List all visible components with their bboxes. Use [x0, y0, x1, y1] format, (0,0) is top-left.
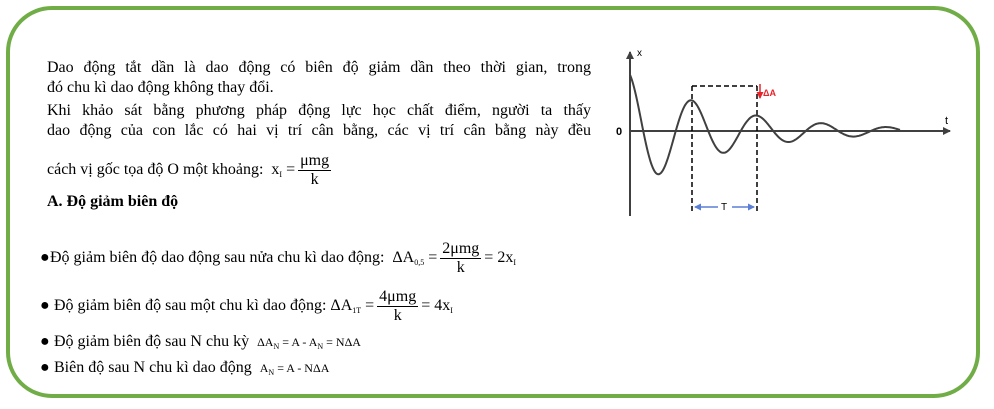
- xi-den: k: [310, 170, 319, 188]
- bullet-1-rhs-sub: I: [513, 258, 516, 267]
- origin-label: 0: [616, 126, 623, 138]
- intro-line-4: dao động của con lắc có hai vị trí cân bằng, các vị trí cân bằng này đều: [47, 122, 591, 139]
- xi-var: x: [271, 161, 280, 178]
- bullet-2-num: 4μmg: [379, 287, 417, 305]
- intro-line-5: [47, 150, 334, 195]
- bullet-4-a-sub: N: [268, 368, 275, 377]
- bullet-1-rhs: = 2x: [484, 249, 514, 266]
- bullet-4-b: = A - NΔA: [277, 361, 330, 375]
- bullet-icon: ●: [40, 297, 50, 314]
- bullet-item-4: [40, 358, 329, 383]
- bullet-1-fraction: [440, 240, 481, 277]
- period-label: T: [721, 202, 728, 213]
- bullet-4-text: Biên độ sau N chu kì dao động: [54, 359, 252, 376]
- bullet-4-formula: [260, 361, 330, 375]
- bullet-3-text: Độ giảm biên độ sau N chu kỳ: [54, 333, 250, 350]
- bullet-1-lhs-sub: 0,5: [414, 258, 425, 267]
- t-axis-label: t: [945, 115, 949, 127]
- bullet-item-3: [40, 332, 361, 357]
- bullet-1-lhs: ΔA: [392, 249, 415, 266]
- intro-line-2: đó chu kì dao động không thay đổi.: [47, 79, 274, 96]
- bullet-1-formula: $\Delta A_{0,5}$ = $\frac{\text{2μmg}}{k}$ = $2x_I$: [392, 239, 516, 276]
- bullet-3-b: = A - A: [282, 335, 318, 349]
- xi-sub: I: [279, 170, 283, 179]
- bullet-2-formula: $\Delta A_{1T}$ = $\frac{\text{4μmg}}{k}$ = $4x_I$: [330, 287, 453, 324]
- bullet-2-lhs: ΔA: [330, 297, 353, 314]
- xi-eq: =: [286, 161, 296, 178]
- bullet-2-rhs-sub: I: [450, 306, 453, 315]
- bullet-2-rhs: = 4x: [421, 297, 451, 314]
- bullet-item-2: [40, 286, 453, 331]
- bullet-3-formula: [257, 335, 361, 349]
- bullet-3-c: = NΔA: [326, 335, 361, 349]
- section-heading: A. Độ giảm biên độ: [47, 193, 179, 210]
- bullet-icon: ●: [40, 333, 50, 350]
- xi-num: μmg: [300, 151, 330, 169]
- x-axis-label: x: [637, 48, 642, 59]
- bullet-2-text: Độ giảm biên độ sau một chu kì dao động:: [54, 297, 327, 314]
- intro-line-5-text: cách vị gốc tọa độ O một khoảng:: [47, 161, 264, 178]
- bullet-3-a-sub: N: [273, 342, 280, 351]
- bullet-icon: ●: [40, 359, 50, 376]
- intro-line-3: Khi khảo sát bằng phương pháp động lực học chất điểm, người ta thấy: [47, 102, 591, 119]
- bullet-2-den: k: [393, 306, 402, 324]
- xi-fraction: [298, 152, 331, 189]
- bullet-1-den: k: [456, 258, 465, 276]
- bullet-3-b-sub: N: [317, 342, 324, 351]
- bullet-icon: ●: [40, 249, 50, 266]
- intro-line-1: Dao động tắt dần là dao động có biên độ giảm dần theo thời gian, trong: [47, 59, 591, 76]
- damped-oscillation-graph: [610, 40, 960, 225]
- delta-a-label: ΔA: [763, 88, 776, 98]
- bullet-1-text: Độ giảm biên độ dao động sau nửa chu kì dao động:: [50, 249, 385, 266]
- bullet-2-lhs-sub: 1T: [352, 306, 362, 315]
- bullet-1-num: 2μmg: [442, 239, 480, 257]
- bullet-2-fraction: [377, 288, 418, 325]
- bullet-item-1: [40, 238, 516, 283]
- xi-formula: [271, 151, 334, 188]
- bullet-4-a: A: [259, 361, 269, 375]
- bullet-3-a: ΔA: [257, 335, 274, 349]
